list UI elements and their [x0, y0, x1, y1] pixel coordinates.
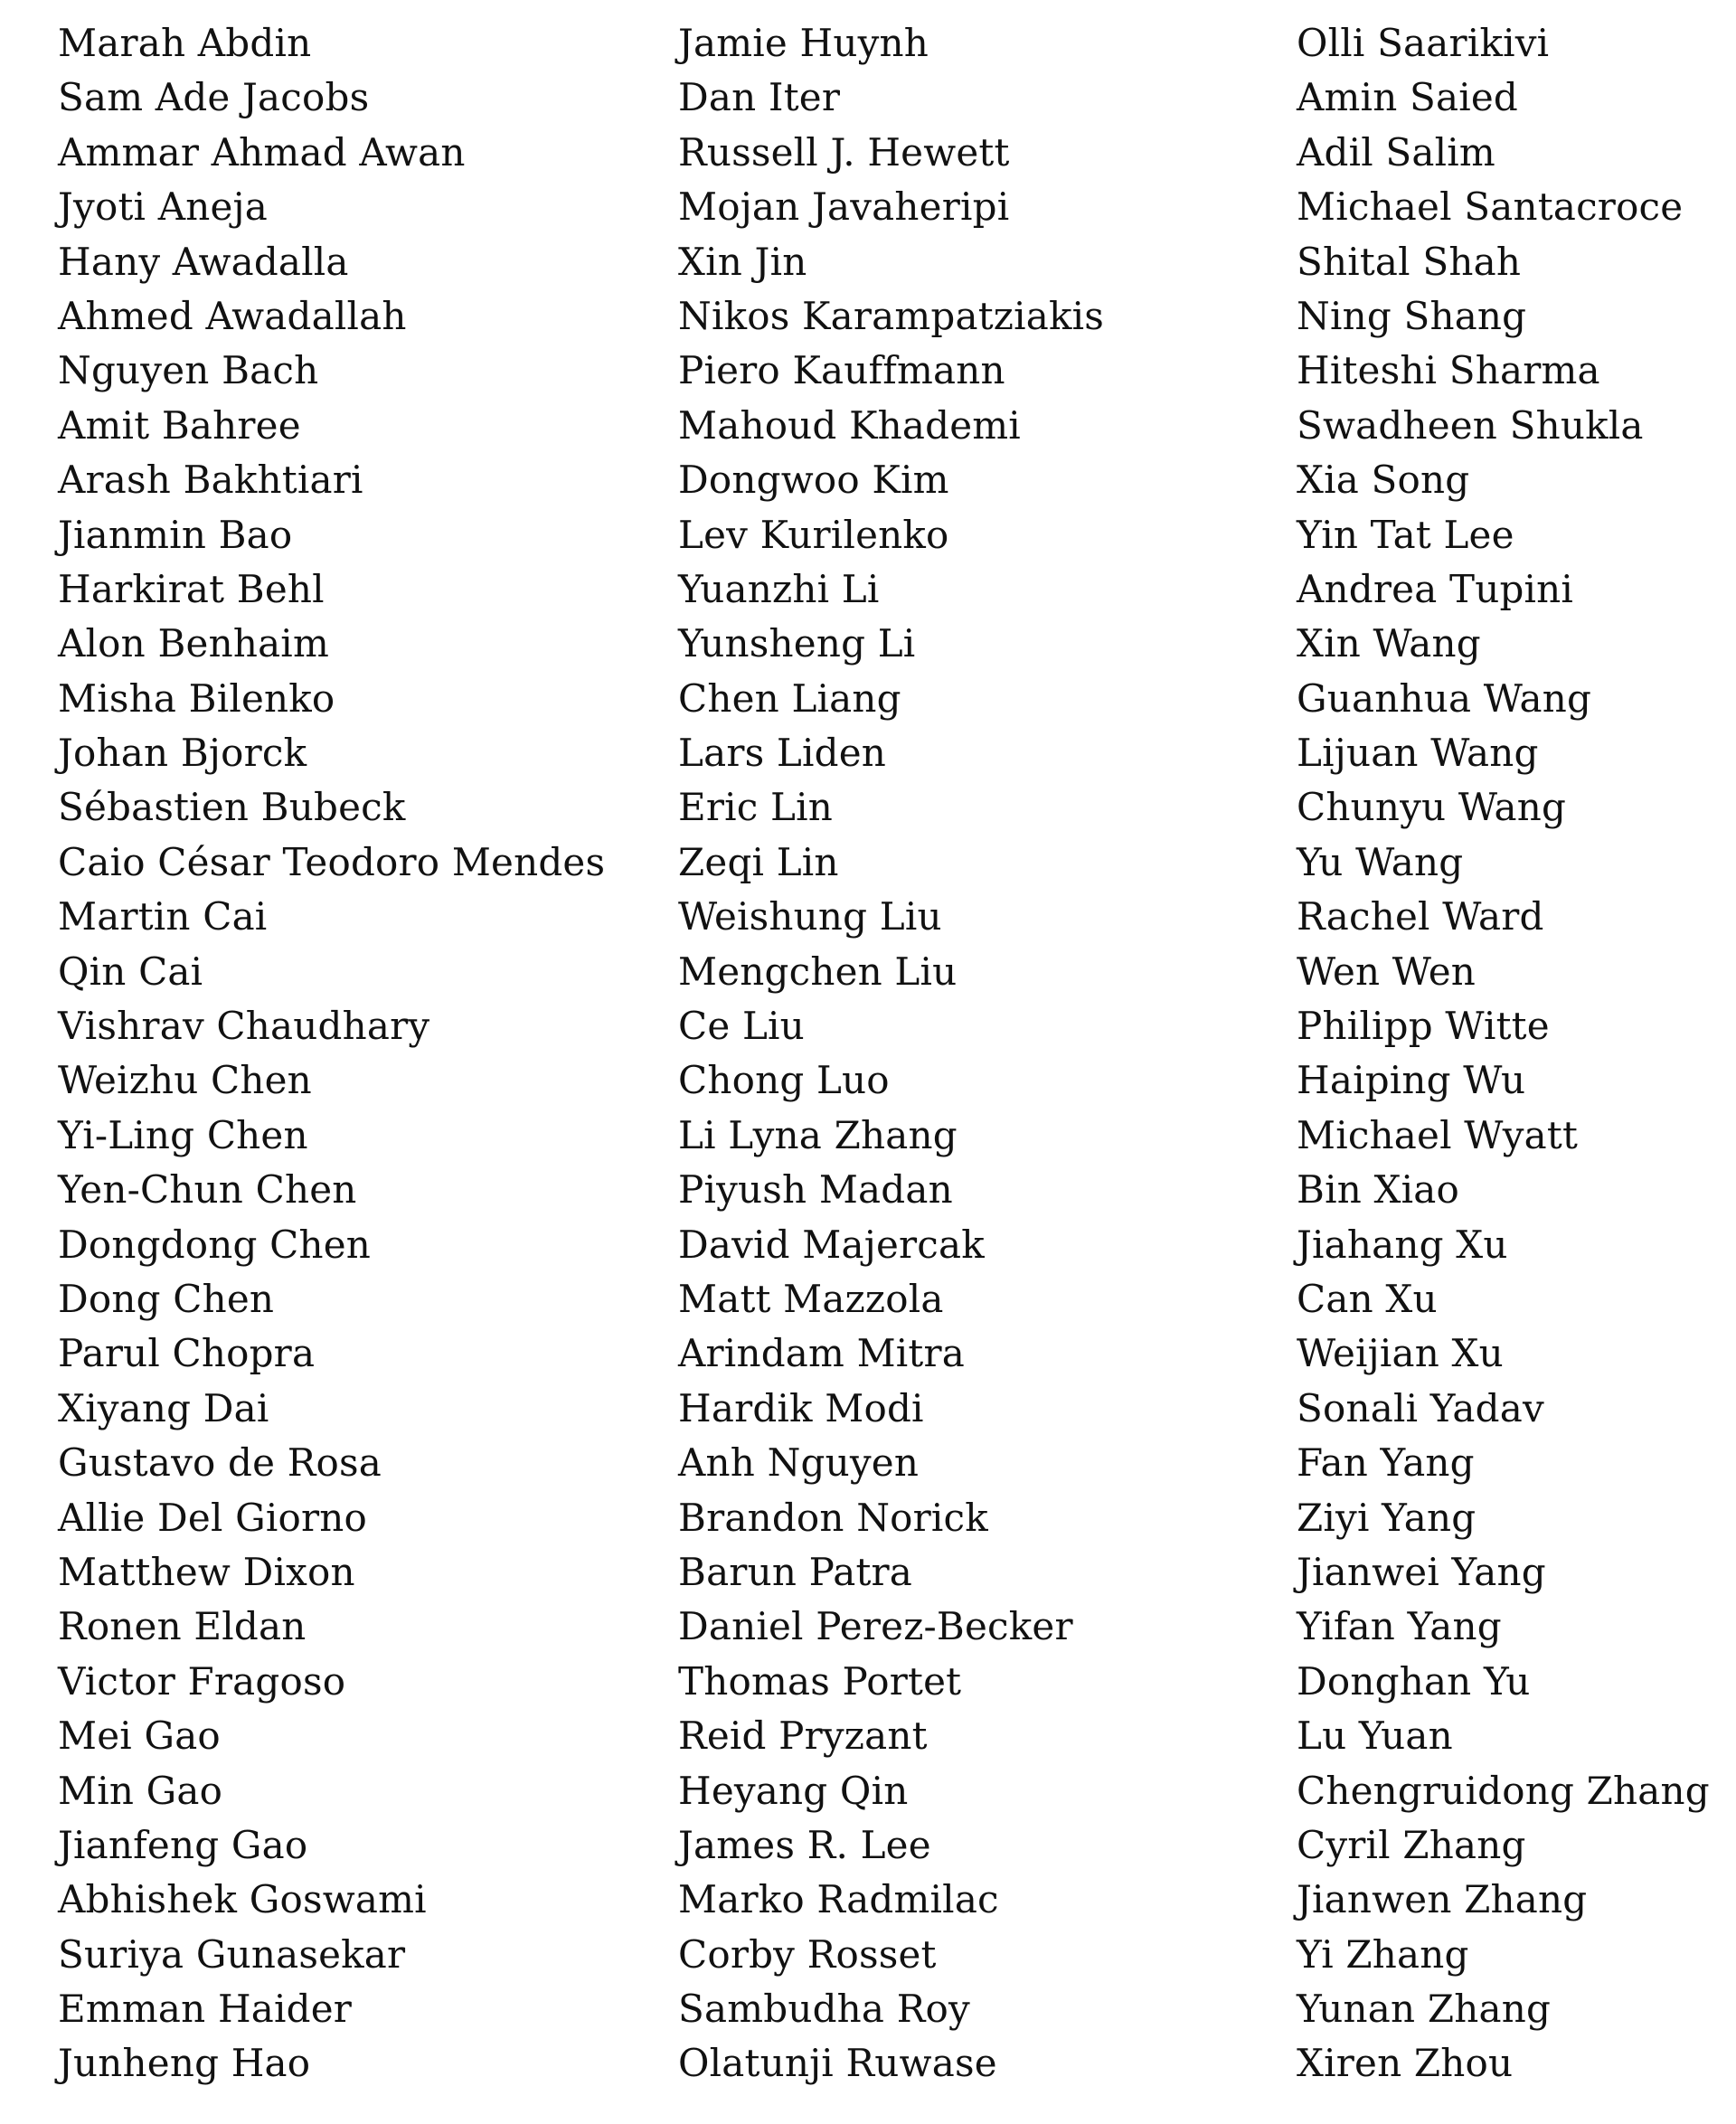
author-name: Yuanzhi Li — [678, 566, 880, 611]
author-name: Yunsheng Li — [678, 621, 916, 666]
author-name: Gustavo de Rosa — [58, 1440, 382, 1486]
author-name: Yen-Chun Chen — [58, 1167, 357, 1213]
author-name: Thomas Portet — [678, 1658, 962, 1704]
author-name: Qin Cai — [58, 949, 203, 994]
author-name: Ammar Ahmad Awan — [58, 129, 466, 175]
author-name: Weizhu Chen — [58, 1058, 312, 1103]
author-name: Lu Yuan — [1297, 1713, 1453, 1759]
author-name: Haiping Wu — [1297, 1058, 1526, 1103]
author-name: Hardik Modi — [678, 1385, 924, 1430]
author-name: Dan Iter — [678, 75, 841, 120]
author-name: Hany Awadalla — [58, 239, 349, 284]
author-name: Lev Kurilenko — [678, 512, 949, 557]
author-name: Mengchen Liu — [678, 949, 958, 994]
author-name: Jamie Huynh — [678, 21, 929, 65]
author-name: Jianwen Zhang — [1297, 1877, 1588, 1922]
author-name: Michael Wyatt — [1297, 1112, 1579, 1157]
author-name: Li Lyna Zhang — [678, 1112, 958, 1157]
author-name: Dong Chen — [58, 1276, 275, 1321]
author-name: Mojan Javaheripi — [678, 184, 1010, 230]
author-name: Yin Tat Lee — [1297, 512, 1514, 557]
author-name: Chong Luo — [678, 1058, 890, 1103]
author-name: Dongwoo Kim — [678, 458, 949, 503]
author-name: Andrea Tupini — [1297, 566, 1574, 611]
author-name: Michael Santacroce — [1297, 184, 1684, 230]
author-list — [0, 16, 1736, 2096]
author-name: Sam Ade Jacobs — [58, 75, 370, 120]
author-name: Guanhua Wang — [1297, 675, 1592, 721]
author-name: Yunan Zhang — [1297, 1987, 1552, 2032]
author-name: Allie Del Giorno — [58, 1495, 368, 1540]
author-name: Jiahang Xu — [1297, 1222, 1508, 1267]
author-name: Olatunji Ruwase — [678, 2041, 997, 2086]
author-name: Mahoud Khademi — [678, 402, 1021, 448]
author-name: James R. Lee — [678, 1822, 931, 1867]
author-name: Suriya Gunasekar — [58, 1931, 406, 1977]
author-name: Weishung Liu — [678, 894, 942, 939]
author-name: Eric Lin — [678, 785, 834, 830]
author-name: Xiren Zhou — [1297, 2041, 1514, 2086]
author-name: Parul Chopra — [58, 1331, 316, 1376]
author-name: Alon Benhaim — [58, 621, 329, 666]
author-name: Ziyi Yang — [1297, 1495, 1477, 1540]
author-name: Amit Bahree — [58, 402, 301, 448]
author-name: Marko Radmilac — [678, 1877, 999, 1922]
author-name: Xin Wang — [1297, 621, 1481, 666]
author-name: Nguyen Bach — [58, 348, 319, 393]
author-name: Abhishek Goswami — [58, 1877, 427, 1922]
author-name: Lijuan Wang — [1297, 731, 1539, 776]
author-name: Adil Salim — [1297, 129, 1495, 175]
author-name: Misha Bilenko — [58, 675, 335, 721]
author-name: Lars Liden — [678, 731, 887, 776]
author-column-1 — [58, 16, 605, 2091]
author-name: Vishrav Chaudhary — [58, 1004, 430, 1049]
author-name: Emman Haider — [58, 1987, 353, 2032]
author-name: Piero Kauffmann — [678, 348, 1005, 393]
author-name: Sébastien Bubeck — [58, 785, 406, 830]
author-name: Harkirat Behl — [58, 566, 325, 611]
author-name: Russell J. Hewett — [678, 129, 1010, 175]
author-name: Chunyu Wang — [1297, 785, 1567, 830]
author-name: Anh Nguyen — [678, 1440, 920, 1486]
author-name: Fan Yang — [1297, 1440, 1475, 1486]
author-name: Ning Shang — [1297, 293, 1527, 338]
author-name: Reid Pryzant — [678, 1713, 928, 1759]
author-name: Heyang Qin — [678, 1768, 909, 1813]
author-name: Swadheen Shukla — [1297, 402, 1644, 448]
author-name: Yi-Ling Chen — [58, 1112, 308, 1157]
author-name: Sonali Yadav — [1297, 1385, 1544, 1430]
author-name: Yifan Yang — [1297, 1604, 1502, 1649]
author-name: Dongdong Chen — [58, 1222, 372, 1267]
author-name: Victor Fragoso — [58, 1658, 346, 1704]
author-name: Hiteshi Sharma — [1297, 348, 1600, 393]
author-name: Corby Rosset — [678, 1931, 937, 1977]
author-name: Zeqi Lin — [678, 839, 839, 884]
author-name: Nikos Karampatziakis — [678, 293, 1105, 338]
author-name: Arash Bakhtiari — [58, 458, 363, 503]
author-name: Brandon Norick — [678, 1495, 988, 1540]
author-name: Xia Song — [1297, 458, 1470, 503]
author-name: Arindam Mitra — [678, 1331, 966, 1376]
author-name: Ronen Eldan — [58, 1604, 307, 1649]
author-name: Chengruidong Zhang — [1297, 1768, 1710, 1813]
author-column-2 — [678, 16, 1104, 2091]
author-name: Can Xu — [1297, 1276, 1438, 1321]
author-name: Xin Jin — [678, 239, 807, 284]
author-name: Cyril Zhang — [1297, 1822, 1526, 1867]
author-name: Chen Liang — [678, 675, 901, 721]
author-name: Matthew Dixon — [58, 1549, 355, 1594]
author-column-3 — [1297, 16, 1710, 2091]
author-name: Sambudha Roy — [678, 1987, 970, 2032]
author-name: Ce Liu — [678, 1004, 805, 1049]
author-name: Xiyang Dai — [58, 1385, 269, 1430]
author-name: Barun Patra — [678, 1549, 913, 1594]
author-name: Piyush Madan — [678, 1167, 953, 1213]
author-name: Caio César Teodoro Mendes — [58, 839, 606, 884]
author-name: Min Gao — [58, 1768, 223, 1813]
author-name: Matt Mazzola — [678, 1276, 944, 1321]
author-name: Donghan Yu — [1297, 1658, 1531, 1704]
author-name: Jianmin Bao — [58, 512, 293, 557]
author-name: Wen Wen — [1297, 949, 1477, 994]
author-name: Jianwei Yang — [1297, 1549, 1546, 1594]
author-name: Junheng Hao — [58, 2041, 311, 2086]
author-name: Jianfeng Gao — [58, 1822, 308, 1867]
author-name: Jyoti Aneja — [58, 184, 269, 230]
author-name: Yi Zhang — [1297, 1931, 1469, 1977]
author-name: David Majercak — [678, 1222, 985, 1267]
author-name: Olli Saarikivi — [1297, 21, 1550, 65]
author-name: Bin Xiao — [1297, 1167, 1459, 1213]
author-name: Martin Cai — [58, 894, 268, 939]
author-name: Amin Saied — [1297, 75, 1518, 120]
author-name: Johan Bjorck — [58, 731, 307, 776]
author-name: Ahmed Awadallah — [58, 293, 407, 338]
author-name: Rachel Ward — [1297, 894, 1544, 939]
author-name: Daniel Perez-Becker — [678, 1604, 1073, 1649]
author-name: Marah Abdin — [58, 21, 312, 65]
author-name: Mei Gao — [58, 1713, 221, 1759]
author-name: Philipp Witte — [1297, 1004, 1550, 1049]
author-name: Weijian Xu — [1297, 1331, 1504, 1376]
author-name: Yu Wang — [1297, 839, 1464, 884]
author-name: Shital Shah — [1297, 239, 1522, 284]
